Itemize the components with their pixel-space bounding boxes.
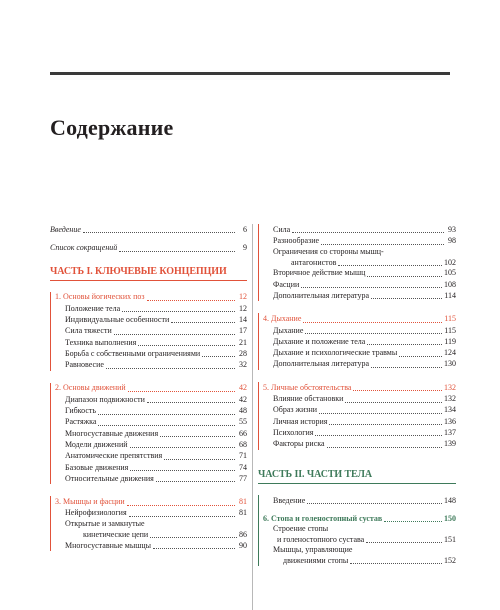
entry-label: Список сокращений xyxy=(50,243,118,253)
page-number: 28 xyxy=(239,348,247,358)
chapter-6-entry[interactable] xyxy=(263,513,456,524)
page-number: 81 xyxy=(239,497,247,507)
dot-leader xyxy=(127,504,235,506)
entry-label: Открытые и замкнутые xyxy=(65,518,145,528)
entry-label: Вторичное действие мышц xyxy=(273,268,366,278)
toc-entry[interactable] xyxy=(55,405,247,416)
dot-leader xyxy=(353,389,442,391)
page-number: 42 xyxy=(239,394,247,404)
dot-leader xyxy=(150,536,237,538)
entry-label: Сила xyxy=(273,224,291,234)
entry-label: Дополнительная литература xyxy=(273,359,369,369)
toc-entry-multiline[interactable] xyxy=(263,247,456,268)
entry-label: 4. Дыхание xyxy=(263,314,302,324)
toc-entry[interactable] xyxy=(263,347,456,358)
entry-label: 3. Мышцы и фасции xyxy=(55,497,125,507)
toc-entry[interactable] xyxy=(55,337,247,348)
page-number: 136 xyxy=(444,416,456,426)
toc-entry[interactable] xyxy=(55,508,247,519)
entry-label: Модели движений xyxy=(65,439,128,449)
toc-entry-multiline[interactable] xyxy=(263,524,456,545)
page-number: 90 xyxy=(239,540,247,550)
entry-label: Дыхание и положение тела xyxy=(273,336,366,346)
page-number: 132 xyxy=(444,394,456,404)
entry-label: Ограничения со стороны мышц- xyxy=(273,246,384,256)
dot-leader xyxy=(130,446,235,448)
page-number: 108 xyxy=(444,279,456,289)
page-number: 98 xyxy=(448,236,456,246)
page-number: 130 xyxy=(444,359,456,369)
page-number: 115 xyxy=(444,325,456,335)
entry-label: Дополнительная литература xyxy=(273,290,369,300)
column-divider xyxy=(252,224,253,610)
entry-label: Дыхание и психологические травмы xyxy=(273,348,398,358)
dot-leader xyxy=(367,275,442,277)
entry-label: Сила тяжести xyxy=(65,326,112,336)
entry-label: 5. Личные обстоятельства xyxy=(263,382,352,392)
dot-leader xyxy=(367,343,442,345)
dot-leader xyxy=(202,355,235,357)
page-number: 152 xyxy=(444,556,456,566)
page-number: 119 xyxy=(444,336,456,346)
part-2-section xyxy=(258,495,456,567)
toc-entry[interactable] xyxy=(263,268,456,279)
entry-label: Влияние обстановки xyxy=(273,394,344,404)
page-number: 74 xyxy=(239,462,247,472)
toc-entry[interactable] xyxy=(55,314,247,325)
page-number: 93 xyxy=(448,224,456,234)
page-number: 102 xyxy=(444,257,456,267)
entry-label: кинетические цепи xyxy=(83,529,149,539)
entry-label: и голеностопного сустава xyxy=(277,535,365,545)
entry-label: Базовые движения xyxy=(65,462,129,472)
page-number: 48 xyxy=(239,406,247,416)
dot-leader xyxy=(338,264,442,266)
dot-leader xyxy=(301,286,442,288)
page-number: 105 xyxy=(444,268,456,278)
entry-label: Диапазон подвижности xyxy=(65,394,145,404)
dot-leader xyxy=(138,344,235,346)
dot-leader xyxy=(399,355,442,357)
dot-leader xyxy=(164,458,235,460)
dot-leader xyxy=(114,333,235,335)
entry-label: Многосуставные движения xyxy=(65,428,159,438)
dot-leader xyxy=(371,366,442,368)
page-number: 21 xyxy=(239,337,247,347)
entry-label: Мышцы, управляющие xyxy=(273,545,353,555)
toc-left-column xyxy=(50,224,247,551)
page-number: 17 xyxy=(239,326,247,336)
entry-label: Факторы риска xyxy=(273,439,325,449)
dot-leader xyxy=(319,412,442,414)
entry-label: Дыхание xyxy=(273,325,304,335)
dot-leader xyxy=(156,480,235,482)
toc-entry[interactable] xyxy=(263,336,456,347)
dot-leader xyxy=(345,401,442,403)
entry-label: 6. Стопа и голеностопный сустав xyxy=(263,513,383,523)
toc-entry[interactable] xyxy=(263,359,456,370)
dot-leader xyxy=(292,231,444,233)
dot-leader xyxy=(329,423,442,425)
toc-entry[interactable] xyxy=(263,405,456,416)
toc-entry[interactable] xyxy=(55,428,247,439)
page-number: 124 xyxy=(444,348,456,358)
dot-leader xyxy=(147,299,235,301)
toc-entry[interactable] xyxy=(263,325,456,336)
page-number: 9 xyxy=(243,243,247,253)
page-number: 150 xyxy=(444,513,456,523)
chapter-4-entry[interactable] xyxy=(263,313,456,324)
chapter-4-section xyxy=(258,313,456,369)
dot-leader xyxy=(171,321,235,323)
page-number: 77 xyxy=(239,473,247,483)
dot-leader xyxy=(153,547,235,549)
page-number: 86 xyxy=(239,529,247,539)
dot-leader xyxy=(83,231,235,233)
entry-label: Техника выполнения xyxy=(65,337,137,347)
dot-leader xyxy=(303,321,442,323)
page-title: Содержание xyxy=(50,115,174,140)
toc-entry[interactable] xyxy=(55,450,247,461)
toc-entry-multiline[interactable] xyxy=(263,545,456,566)
entry-label: Нейрофизиология xyxy=(65,508,127,518)
dot-leader xyxy=(106,367,235,369)
toc-right-column xyxy=(258,224,456,566)
entry-label: Индивидуальные особенности xyxy=(65,314,170,324)
entry-label: Положение тела xyxy=(65,303,121,313)
page-number: 68 xyxy=(239,439,247,449)
toc-entry-abbreviations[interactable] xyxy=(50,242,247,253)
toc-entry[interactable] xyxy=(263,416,456,427)
toc-entry[interactable] xyxy=(55,325,247,336)
dot-leader xyxy=(350,562,442,564)
dot-leader xyxy=(122,310,235,312)
entry-label: Гибкость xyxy=(65,406,97,416)
page-number: 115 xyxy=(444,314,456,324)
dot-leader xyxy=(98,424,235,426)
chapter-2-entry[interactable] xyxy=(55,383,247,394)
toc-entry[interactable] xyxy=(55,462,247,473)
toc-entry-multiline[interactable] xyxy=(55,519,247,540)
page-number: 71 xyxy=(239,451,247,461)
dot-leader xyxy=(147,401,235,403)
entry-label: 2. Основы движений xyxy=(55,383,126,393)
dot-leader xyxy=(129,515,235,517)
entry-label: Разнообразие xyxy=(273,236,320,246)
entry-label: Введение xyxy=(50,224,81,234)
toc-entry[interactable] xyxy=(263,393,456,404)
dot-leader xyxy=(305,332,442,334)
toc-entry[interactable] xyxy=(263,235,456,246)
page-number: 148 xyxy=(444,495,456,505)
part-2-heading: ЧАСТЬ II. ЧАСТИ ТЕЛА xyxy=(258,469,456,484)
page-number: 66 xyxy=(239,428,247,438)
page-number: 137 xyxy=(444,427,456,437)
entry-label: Борьба с собственными ограничениями xyxy=(65,348,201,358)
dot-leader xyxy=(98,413,235,415)
dot-leader xyxy=(366,541,442,543)
entry-label: Растяжка xyxy=(65,417,97,427)
entry-label: Образ жизни xyxy=(273,405,318,415)
chapter-3-entry[interactable] xyxy=(55,496,247,507)
dot-leader xyxy=(321,243,444,245)
chapter-2-section xyxy=(50,383,247,485)
entry-label: Фасции xyxy=(273,279,300,289)
toc-entry[interactable] xyxy=(263,427,456,438)
page-number: 42 xyxy=(239,383,247,393)
toc-entry[interactable] xyxy=(55,417,247,428)
page-number: 12 xyxy=(239,292,247,302)
page-number: 32 xyxy=(239,360,247,370)
toc-entry[interactable] xyxy=(55,359,247,370)
part-1-heading: ЧАСТЬ I. КЛЮЧЕВЫЕ КОНЦЕПЦИИ xyxy=(50,266,247,281)
page-number: 12 xyxy=(239,303,247,313)
page-number: 81 xyxy=(239,508,247,518)
toc-entry[interactable] xyxy=(55,439,247,450)
chapter-5-section xyxy=(258,382,456,450)
dot-leader xyxy=(119,250,235,252)
part-2-intro-entry[interactable] xyxy=(263,495,456,506)
dot-leader xyxy=(371,297,442,299)
dot-leader xyxy=(130,469,235,471)
toc-entry[interactable] xyxy=(263,438,456,449)
entry-label: Строение стопы xyxy=(273,524,329,534)
toc-entry[interactable] xyxy=(55,394,247,405)
dot-leader xyxy=(327,446,442,448)
toc-entry-intro[interactable] xyxy=(50,224,247,235)
page-number: 6 xyxy=(243,224,247,234)
toc-entry[interactable] xyxy=(55,348,247,359)
chapter-1-section xyxy=(50,292,247,371)
entry-label: Относительные движения xyxy=(65,473,154,483)
page-number: 114 xyxy=(444,290,456,300)
top-rule xyxy=(50,72,450,75)
entry-label: Введение xyxy=(273,495,306,505)
entry-label: движениями стопы xyxy=(283,556,349,566)
toc-entry[interactable] xyxy=(55,540,247,551)
entry-label: Равновесие xyxy=(65,360,104,370)
page-number: 14 xyxy=(239,314,247,324)
dot-leader xyxy=(128,390,235,392)
chapter-1-entry[interactable] xyxy=(55,292,247,303)
dot-leader xyxy=(315,434,442,436)
toc-entry[interactable] xyxy=(263,290,456,301)
dot-leader xyxy=(307,502,442,504)
entry-label: Многосуставные мышцы xyxy=(65,540,152,550)
page-number: 139 xyxy=(444,439,456,449)
entry-label: Личная история xyxy=(273,416,328,426)
toc-entry[interactable] xyxy=(263,279,456,290)
page-number: 151 xyxy=(444,535,456,545)
dot-leader xyxy=(160,435,235,437)
toc-entry[interactable] xyxy=(55,303,247,314)
chapter-5-entry[interactable] xyxy=(263,382,456,393)
entry-label: 1. Основы йогических поз xyxy=(55,292,145,302)
page-number: 132 xyxy=(444,382,456,392)
chapter-3-continued xyxy=(258,224,456,301)
entry-label: Психология xyxy=(273,427,314,437)
page-number: 134 xyxy=(444,405,456,415)
page-number: 55 xyxy=(239,417,247,427)
chapter-3-section xyxy=(50,496,247,551)
entry-label: Анатомические препятствия xyxy=(65,451,163,461)
dot-leader xyxy=(384,520,442,522)
toc-entry[interactable] xyxy=(263,224,456,235)
entry-label: антагонистов xyxy=(291,257,337,267)
toc-entry[interactable] xyxy=(55,473,247,484)
